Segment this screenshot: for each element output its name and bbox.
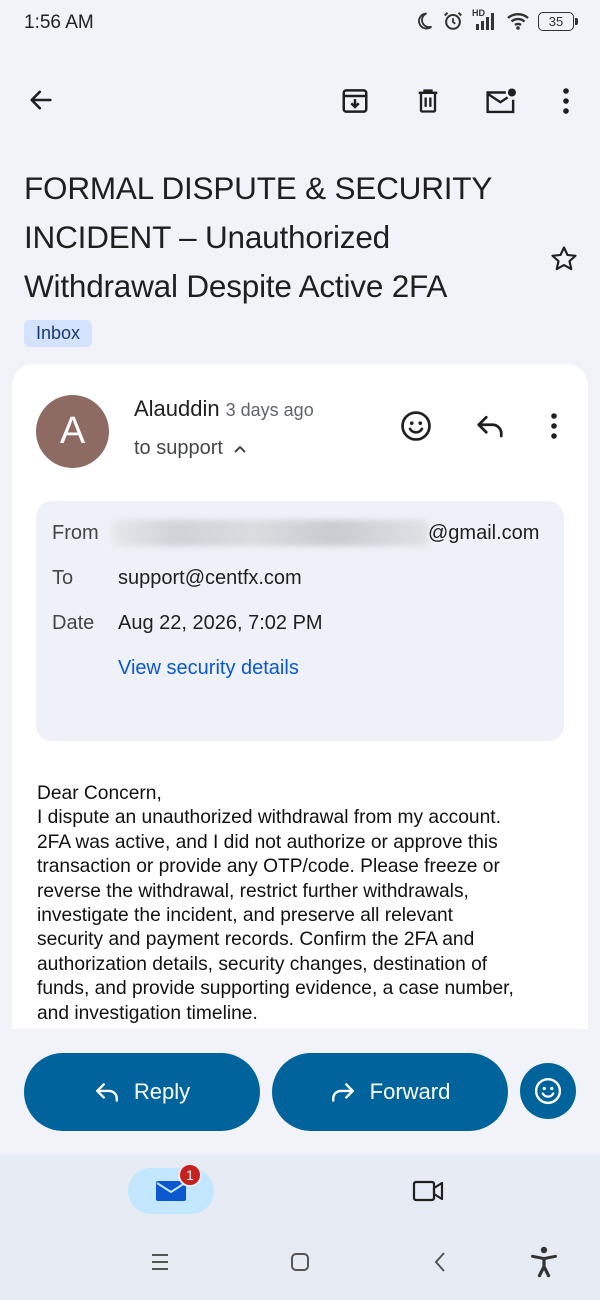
inbox-label-chip[interactable]: Inbox	[24, 320, 92, 347]
status-icons	[414, 10, 574, 32]
reply-icon	[94, 1081, 120, 1103]
battery-icon: 35	[538, 12, 574, 31]
to-value: support@centfx.com	[118, 567, 302, 589]
delete-button[interactable]	[404, 77, 452, 125]
emoji-icon	[399, 409, 433, 443]
archive-button[interactable]	[331, 77, 379, 125]
menu-lines-icon	[150, 1253, 170, 1271]
accessibility-button[interactable]	[520, 1238, 568, 1286]
avatar[interactable]: A	[36, 395, 109, 468]
from-label: From	[52, 522, 99, 544]
star-button[interactable]	[540, 235, 588, 283]
network-label: HD	[472, 8, 485, 18]
body-line: funds, and provide supporting evidence, a case number,	[37, 978, 514, 1000]
email-body	[37, 782, 562, 1026]
from-value: @gmail.com	[428, 522, 540, 544]
view-security-details-link[interactable]: View security details	[118, 657, 299, 679]
sender-line	[134, 396, 314, 422]
body-line: authorization details, security changes, destination of	[37, 953, 488, 975]
recipients-toggle[interactable]	[134, 437, 247, 460]
forward-label: Forward	[369, 1079, 451, 1104]
date-label: Date	[52, 612, 95, 634]
system-recents-button[interactable]	[136, 1238, 184, 1286]
archive-icon	[340, 86, 370, 116]
email-subject: FORMAL DISPUTE & SECURITY INCIDENT – Unauthorized Withdrawal Despite Active 2FA	[24, 170, 492, 304]
reply-icon	[475, 413, 505, 439]
status-time: 1:56 AM	[24, 12, 94, 33]
emoji-icon	[533, 1076, 563, 1106]
unread-count-badge: 1	[178, 1163, 202, 1187]
body-line: and investigation timeline.	[37, 1002, 258, 1024]
system-back-button[interactable]	[416, 1238, 464, 1286]
forward-icon	[330, 1081, 356, 1103]
body-line: security and payment records. Confirm the 2FA and	[37, 929, 475, 951]
reply-label: Reply	[133, 1079, 191, 1104]
body-line: Dear Concern,	[37, 783, 162, 804]
react-emoji-button[interactable]	[392, 402, 440, 450]
chevron-left-icon	[433, 1251, 447, 1273]
system-home-button[interactable]	[276, 1238, 324, 1286]
sender-name[interactable]: Alauddin	[134, 396, 220, 421]
back-button[interactable]	[17, 76, 65, 124]
to-label: To	[52, 567, 74, 589]
nav-meet-tab[interactable]	[404, 1167, 452, 1215]
accessibility-icon	[530, 1246, 558, 1278]
redacted-email	[112, 520, 428, 546]
more-vert-icon	[562, 87, 570, 115]
body-line: reverse the withdrawal, restrict further withdrawals,	[37, 880, 469, 902]
body-line: 2FA was active, and I did not authorize or approve this	[37, 831, 498, 853]
delete-icon	[414, 86, 442, 116]
to-summary: to support	[134, 437, 223, 459]
back-arrow-icon	[27, 86, 55, 114]
reply-inline-button[interactable]	[466, 402, 514, 450]
video-camera-icon	[412, 1178, 444, 1204]
mark-unread-icon	[484, 86, 518, 116]
body-line: investigate the incident, and preserve all relevant	[37, 905, 453, 927]
signal-icon	[472, 8, 498, 31]
home-square-icon	[290, 1252, 310, 1272]
email-time: 3 days ago	[225, 400, 314, 420]
do-not-disturb-icon	[414, 11, 434, 31]
alarm-icon	[442, 10, 464, 32]
more-vert-icon	[550, 412, 558, 440]
more-options-button[interactable]	[542, 77, 590, 125]
chevron-up-icon	[233, 444, 247, 454]
forward-button[interactable]	[272, 1053, 508, 1131]
date-value: Aug 22, 2026, 7:02 PM	[118, 612, 323, 634]
body-line: I dispute an unauthorized withdrawal from my account.	[37, 807, 501, 829]
star-icon	[549, 244, 579, 274]
message-more-button[interactable]	[530, 402, 578, 450]
body-line: transaction or provide any OTP/code. Please freeze or	[37, 856, 500, 878]
react-emoji-fab[interactable]	[520, 1063, 576, 1119]
mark-unread-button[interactable]	[477, 77, 525, 125]
reply-button[interactable]	[24, 1053, 260, 1131]
wifi-icon	[506, 11, 530, 31]
